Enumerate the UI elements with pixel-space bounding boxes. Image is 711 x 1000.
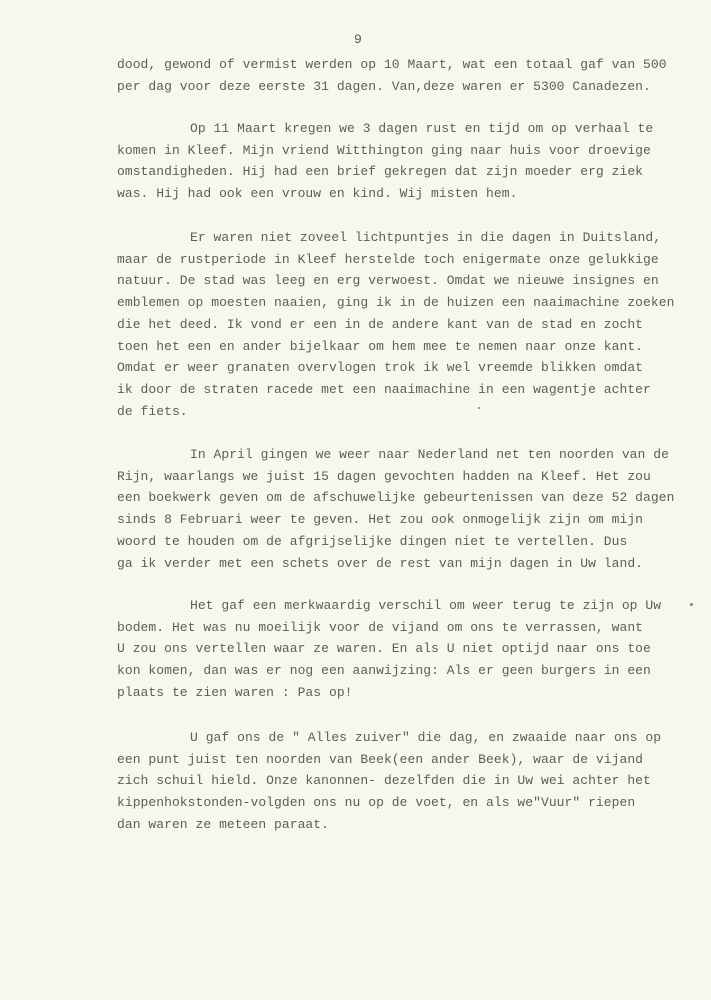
text-line: woord te houden om de afgrijselijke dingen niet te vertellen. Dus bbox=[117, 533, 628, 549]
text-line: kon komen, dan was er nog een aanwijzing: Als er geen burgers in een bbox=[117, 663, 651, 679]
text-line: In April gingen we weer naar Nederland net ten noorden van de bbox=[190, 447, 669, 462]
ink-speck bbox=[478, 407, 480, 409]
text-line: plaats te zien waren : Pas op! bbox=[117, 684, 353, 700]
text-line: zich schuil hield. Onze kanonnen- dezelfden die in Uw wei achter het bbox=[117, 773, 651, 789]
text-line: Op 11 Maart kregen we 3 dagen rust en tijd om op verhaal te bbox=[190, 121, 654, 136]
text-line: Er waren niet zoveel lichtpuntjes in die dagen in Duitsland, bbox=[190, 230, 662, 245]
text-line: Rijn, waarlangs we juist 15 dagen gevochten hadden na Kleef. Het zou bbox=[117, 468, 651, 484]
text-line: ga ik verder met een schets over de rest van mijn dagen in Uw land. bbox=[117, 555, 644, 571]
text-line: komen in Kleef. Mijn vriend Witthington ging naar huis voor droevige bbox=[117, 142, 651, 158]
text-line: was. Hij had ook een vrouw en kind. Wij misten hem. bbox=[117, 186, 518, 202]
text-line: emblemen op moesten naaien, ging ik in de huizen een naaimachine zoeken bbox=[117, 295, 675, 311]
text-line: ik door de straten racede met een naaimachine in een wagentje achter bbox=[117, 381, 651, 397]
paragraph bbox=[117, 118, 697, 205]
text-line: dood, gewond of vermist werden op 10 Maart, wat een totaal gaf van 500 bbox=[117, 57, 667, 72]
text-line: bodem. Het was nu moeilijk voor de vijand om ons te verrassen, want bbox=[117, 619, 644, 635]
text-line: per dag voor deze eerste 31 dagen. Van,deze waren er 5300 Canadezen. bbox=[117, 78, 651, 94]
text-line: sinds 8 Februari weer te geven. Het zou ook onmogelijk zijn om mijn bbox=[117, 512, 644, 528]
ink-speck bbox=[690, 603, 693, 606]
text-line: U gaf ons de " Alles zuiver" die dag, en zwaaide naar ons op bbox=[190, 730, 662, 745]
text-line: natuur. De stad was leeg en erg verwoest. Omdat we nieuwe insignes en bbox=[117, 273, 659, 289]
paragraph bbox=[117, 227, 697, 422]
text-line: toen het een en ander bijelkaar om hem mee te nemen naar onze kant. bbox=[117, 338, 644, 354]
paragraph bbox=[117, 595, 697, 704]
text-line: een boekwerk geven om de afschuwelijke gebeurtenissen van deze 52 dagen bbox=[117, 490, 675, 506]
paragraph bbox=[117, 444, 697, 574]
text-line: de fiets. bbox=[117, 403, 188, 419]
text-line: een punt juist ten noorden van Beek(een ander Beek), waar de vijand bbox=[117, 751, 644, 767]
text-line: die het deed. Ik vond er een in de andere kant van de stad en zocht bbox=[117, 316, 644, 332]
paragraph bbox=[117, 54, 697, 97]
text-line: Het gaf een merkwaardig verschil om weer terug te zijn op Uw bbox=[190, 598, 662, 613]
text-line: Omdat er weer granaten overvlogen trok ik wel vreemde blikken omdat bbox=[117, 360, 644, 376]
text-line: omstandigheden. Hij had een brief gekregen dat zijn moeder erg ziek bbox=[117, 164, 644, 180]
page-number: 9 bbox=[354, 32, 362, 47]
text-line: U zou ons vertellen waar ze waren. En als U niet optijd naar ons toe bbox=[117, 641, 651, 657]
text-line: dan waren ze meteen paraat. bbox=[117, 816, 329, 832]
text-line: maar de rustperiode in Kleef herstelde toch enigermate onze gelukkige bbox=[117, 251, 659, 267]
text-line: kippenhokstonden-volgden ons nu op de voet, en als we"Vuur" riepen bbox=[117, 795, 636, 811]
paragraph bbox=[117, 727, 697, 836]
